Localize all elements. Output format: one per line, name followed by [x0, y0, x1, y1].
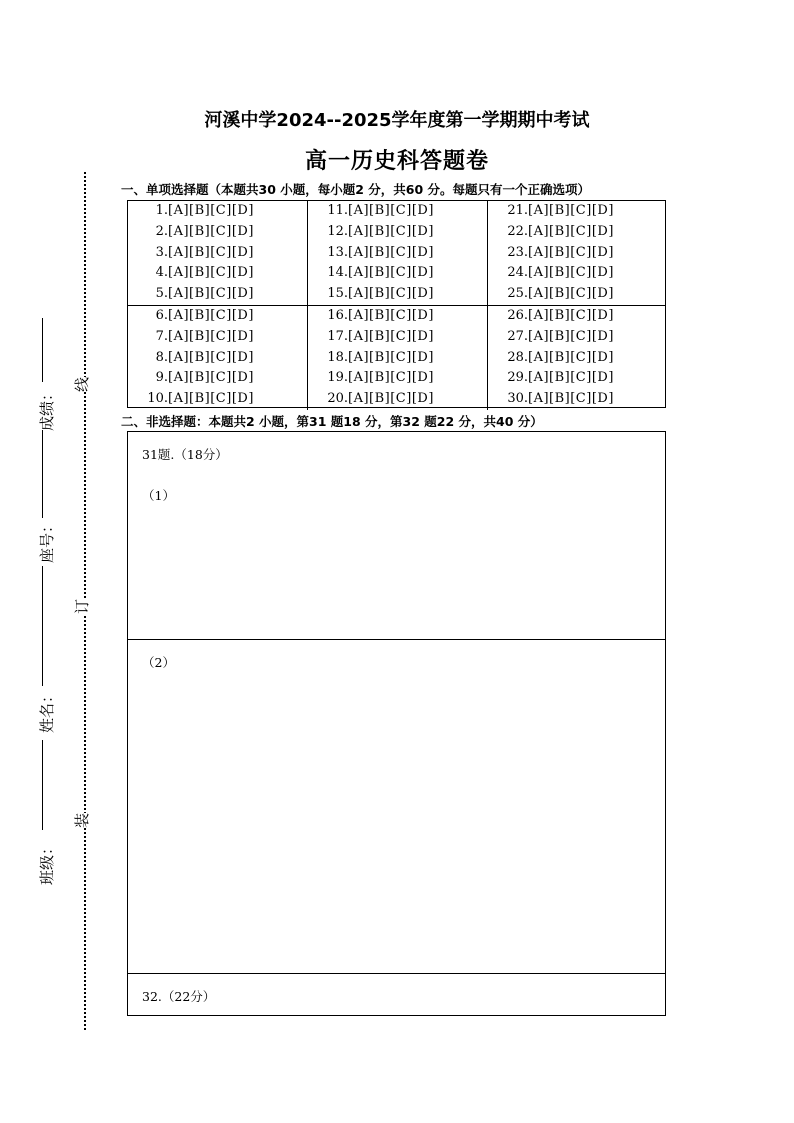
answer-options[interactable]: [A][B][C][D] — [168, 244, 254, 260]
binding-mark-zhuang: 装 — [69, 813, 94, 828]
question-number: 5. — [155, 286, 168, 302]
answer-options[interactable]: [A][B][C][D] — [528, 391, 614, 407]
question-number: 15. — [327, 286, 348, 302]
mcq-column — [488, 306, 667, 410]
binding-mark-ding: 订 — [69, 599, 94, 614]
answer-options[interactable]: [A][B][C][D] — [528, 370, 614, 386]
class-blank-line[interactable] — [42, 740, 43, 830]
question-number: 28. — [507, 349, 528, 365]
question-number: 1. — [155, 203, 168, 218]
answer-options[interactable]: [A][B][C][D] — [168, 286, 254, 302]
mcq-question[interactable] — [128, 243, 307, 264]
mcq-column — [128, 201, 308, 305]
mcq-question[interactable] — [308, 348, 487, 369]
question-number: 25. — [507, 286, 528, 302]
answer-options[interactable]: [A][B][C][D] — [348, 328, 434, 344]
answer-options[interactable]: [A][B][C][D] — [528, 328, 614, 344]
q31-part2-label: （2） — [142, 655, 175, 670]
mcq-question[interactable] — [488, 368, 667, 389]
mcq-question[interactable] — [488, 327, 667, 348]
q31-part2-answer-box[interactable] — [127, 639, 666, 974]
question-number: 24. — [507, 265, 528, 281]
mcq-question[interactable] — [128, 306, 307, 327]
mcq-block-top — [128, 201, 665, 305]
mcq-question[interactable] — [488, 284, 667, 305]
question-number: 19. — [327, 370, 348, 386]
mcq-block-bottom — [128, 305, 665, 410]
q31-part1-label: （1） — [142, 488, 175, 503]
question-number: 11. — [327, 203, 348, 218]
answer-options[interactable]: [A][B][C][D] — [168, 203, 254, 218]
question-number: 16. — [327, 308, 348, 323]
answer-options[interactable]: [A][B][C][D] — [348, 203, 434, 218]
mcq-question[interactable] — [308, 306, 487, 327]
mcq-column — [308, 201, 488, 305]
answer-options[interactable]: [A][B][C][D] — [348, 391, 434, 407]
mcq-column — [488, 201, 667, 305]
answer-options[interactable]: [A][B][C][D] — [348, 308, 434, 323]
answer-options[interactable]: [A][B][C][D] — [528, 244, 614, 260]
mcq-question[interactable] — [488, 243, 667, 264]
question-number: 29. — [507, 370, 528, 386]
answer-options[interactable]: [A][B][C][D] — [348, 265, 434, 281]
score-blank-line[interactable] — [42, 318, 43, 382]
answer-options[interactable]: [A][B][C][D] — [528, 203, 614, 218]
question-number: 2. — [155, 223, 168, 239]
mcq-question[interactable] — [488, 263, 667, 284]
binding-mark-xian: 线 — [69, 377, 94, 392]
mcq-question[interactable] — [308, 243, 487, 264]
question-number: 8. — [155, 349, 168, 365]
mcq-question[interactable] — [308, 263, 487, 284]
name-blank-line[interactable] — [42, 566, 43, 686]
question-number: 9. — [155, 370, 168, 386]
q32-label: 32.（22分） — [142, 989, 216, 1004]
question-number: 18. — [327, 349, 348, 365]
mcq-question[interactable] — [308, 327, 487, 348]
answer-options[interactable]: [A][B][C][D] — [528, 265, 614, 281]
answer-options[interactable]: [A][B][C][D] — [348, 349, 434, 365]
name-label: 姓名： — [38, 687, 57, 734]
q32-answer-box[interactable] — [127, 973, 666, 1016]
question-number: 3. — [155, 244, 168, 260]
answer-options[interactable]: [A][B][C][D] — [168, 328, 254, 344]
answer-options[interactable]: [A][B][C][D] — [528, 223, 614, 239]
mcq-answer-grid — [127, 200, 666, 408]
question-number: 4. — [155, 265, 168, 281]
question-number: 14. — [327, 265, 348, 281]
question-number: 17. — [327, 328, 348, 344]
mcq-question[interactable] — [308, 389, 487, 410]
answer-options[interactable]: [A][B][C][D] — [168, 223, 254, 239]
question-number: 23. — [507, 244, 528, 260]
mcq-question[interactable] — [128, 368, 307, 389]
exam-title: 河溪中学2024--2025学年度第一学期期中考试 — [204, 110, 590, 131]
mcq-question[interactable] — [488, 201, 667, 222]
answer-options[interactable]: [A][B][C][D] — [528, 308, 614, 323]
mcq-column — [308, 306, 488, 410]
answer-options[interactable]: [A][B][C][D] — [348, 244, 434, 260]
answer-options[interactable]: [A][B][C][D] — [528, 349, 614, 365]
answer-options[interactable]: [A][B][C][D] — [168, 308, 254, 323]
mcq-question[interactable] — [128, 389, 307, 410]
question-number: 21. — [507, 203, 528, 218]
answer-sheet-title: 高一历史科答题卷 — [304, 149, 489, 174]
seat-blank-line[interactable] — [42, 430, 43, 518]
question-number: 12. — [327, 223, 348, 239]
mcq-question[interactable] — [128, 327, 307, 348]
answer-options[interactable]: [A][B][C][D] — [348, 223, 434, 239]
answer-options[interactable]: [A][B][C][D] — [168, 391, 254, 407]
question-number: 22. — [507, 223, 528, 239]
mcq-question[interactable] — [308, 201, 487, 222]
mcq-column — [128, 306, 308, 410]
question-number: 30. — [507, 391, 528, 407]
answer-options[interactable]: [A][B][C][D] — [168, 349, 254, 365]
answer-options[interactable]: [A][B][C][D] — [168, 265, 254, 281]
answer-options[interactable]: [A][B][C][D] — [528, 286, 614, 302]
score-label: 成绩： — [38, 385, 57, 432]
answer-options[interactable]: [A][B][C][D] — [348, 370, 434, 386]
q31-part1-answer-box[interactable] — [127, 431, 666, 640]
mcq-question[interactable] — [488, 222, 667, 243]
mcq-question[interactable] — [128, 201, 307, 222]
mcq-question[interactable] — [488, 389, 667, 410]
mcq-question[interactable] — [488, 348, 667, 369]
answer-options[interactable]: [A][B][C][D] — [168, 370, 254, 386]
question-number: 6. — [155, 308, 168, 323]
mcq-question[interactable] — [308, 368, 487, 389]
class-label: 班级： — [38, 839, 57, 886]
q31-label: 31题.（18分） — [142, 447, 228, 462]
answer-options[interactable]: [A][B][C][D] — [348, 286, 434, 302]
seat-label: 座号： — [38, 517, 57, 564]
mcq-question[interactable] — [308, 284, 487, 305]
mcq-question[interactable] — [308, 222, 487, 243]
mcq-question[interactable] — [128, 348, 307, 369]
question-number: 10. — [147, 391, 168, 407]
mcq-question[interactable] — [488, 306, 667, 327]
mcq-question[interactable] — [128, 222, 307, 243]
question-number: 13. — [327, 244, 348, 260]
mcq-question[interactable] — [128, 263, 307, 284]
question-number: 7. — [155, 328, 168, 344]
question-number: 26. — [507, 308, 528, 323]
mcq-question[interactable] — [128, 284, 307, 305]
section1-heading: 一、单项选择题（本题共30 小题，每小题2 分，共60 分。每题只有一个正确选项） — [121, 182, 591, 197]
question-number: 20. — [327, 391, 348, 407]
section2-heading: 二、非选择题：本题共2 小题，第31 题18 分，第32 题22 分，共40 分） — [121, 414, 543, 429]
question-number: 27. — [507, 328, 528, 344]
